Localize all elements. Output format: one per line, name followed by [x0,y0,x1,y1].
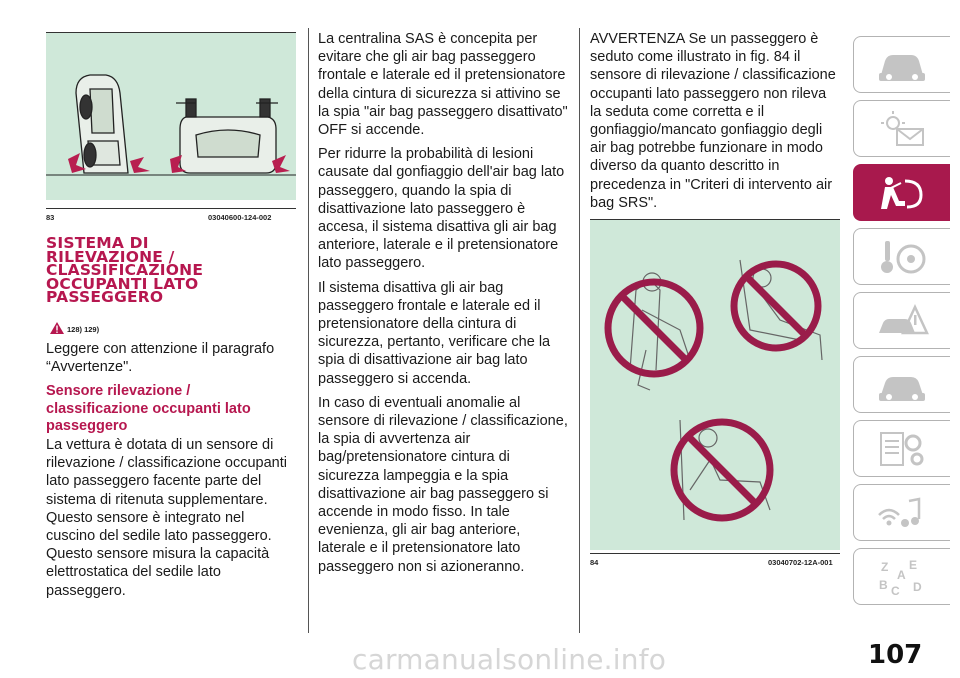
chapter-sidebar [853,36,950,612]
car-dashboard-icon [875,45,929,85]
figure-84-number: 84 [590,558,599,567]
svg-text:B: B [879,577,888,592]
sensor-paragraph: La vettura è dotata di un sensore di rilevazione / classificazione occupanti lato passeggero facente parte del sistema di ritenuta supplementare. Questo sensore è integrato nel cuscino del sedile lato passeggero. Questo sensore misura la capacità elettrostatica del sedile lato passeggero. [46,437,287,599]
airbag-safety-icon [875,173,929,213]
tab-safety[interactable] [853,164,950,221]
paragraph: Per ridurre la probabilità di lesioni causate dal gonfiaggio dell'air bag lato passeggero, quando la spia di disattivazione lato passeggero è accesa, il sistema disattiva gli air bag anteriore, laterale e il pretensionatore lato passeggero. [318,146,565,272]
starting-driving-icon [875,237,929,277]
caption-rule [46,208,296,209]
section-title-line: PASSEGGERO [46,288,164,306]
caption-rule [590,553,840,554]
svg-text:C: C [891,583,900,597]
paragraph: La centralina SAS è concepita per evitare che gli air bag passeggero frontale e laterale ed il pretensionatore della cintura di sicurezza si attivino se la spia "air bag passeggero disattivato" OFF si accende. [318,31,568,139]
warning-references: 128) 129) [67,325,100,334]
figure-84-code: 03040702-12A-001 [768,558,833,567]
figure-84-illustration [590,219,840,550]
warning-paragraph: AVVERTENZA Se un passeggero è seduto come illustrato in fig. 84 il sensore di rilevazione / classificazione occupanti lato passeggero non rileva la seduta come corretta e il gonfiaggio/mancato gonfiaggio degli air bag potrebbe funzionare in modo diverso da quanto descritto in precedenza in "Criteri di intervento air bag SRS". [590,31,836,211]
figure-83-code: 03040600-124-002 [208,213,272,222]
paragraph: In caso di eventuali anomalie al sensore di rilevazione / classificazione, la spia di avvertenza air bag/pretensionatore cintura di sicurezza lampeggia e la spia disattivazione air bag passeggero si accende in modo fisso. In tale evenienza, gli air bag anteriore, laterale e il pretensionatore lato passeggero non si azioneranno. [318,394,568,575]
incorrect-seating-illustration [590,220,840,550]
column-2 [318,30,568,582]
index-icon [875,557,929,597]
maintenance-icon [875,365,929,405]
section-title-line: SISTEMA DI [46,234,149,252]
multimedia-icon [875,493,929,533]
tab-starting-driving[interactable] [853,228,950,285]
tab-dashboard[interactable] [853,36,950,93]
section-title-line: RILEVAZIONE / [46,247,175,266]
tab-technical-data[interactable] [853,420,950,477]
warning-lights-icon [875,109,929,149]
paragraph: Il sistema disattiva gli air bag passeggero frontale e laterale ed il pretensionatore della cintura di sicurezza, pertanto, verificare che la spia di disattivazione air bag lato passeggero si accenda. [318,279,551,387]
page-number: 107 [868,640,923,670]
figure-83-number: 83 [46,213,55,222]
section-title [46,234,296,306]
rollover-car-illustration [46,33,296,200]
column-divider [579,28,580,633]
section-title-line: OCCUPANTI LATO [46,274,199,293]
svg-text:D: D [913,579,922,594]
svg-text:E: E [909,557,918,572]
column-3 [590,30,840,218]
tab-maintenance[interactable] [853,356,950,413]
tab-emergency[interactable] [853,292,950,349]
emergency-icon [875,301,929,341]
figure-83-illustration [46,32,296,200]
svg-text:Z: Z [881,559,889,574]
tab-multimedia[interactable] [853,484,950,541]
subheading: Sensore rilevazione / classificazione occupanti lato passeggero [46,383,251,434]
section-title-line: CLASSIFICAZIONE [46,261,204,279]
warning-triangle-icon [50,322,64,334]
column-divider [308,28,309,633]
watermark: carmanualsonline.info [352,643,667,676]
svg-text:A: A [897,567,906,582]
tab-warning-lights[interactable] [853,100,950,157]
intro-paragraph: Leggere con attenzione il paragrafo “Avvertenze". [46,341,275,376]
technical-data-icon [875,429,929,469]
tab-index[interactable] [853,548,950,605]
